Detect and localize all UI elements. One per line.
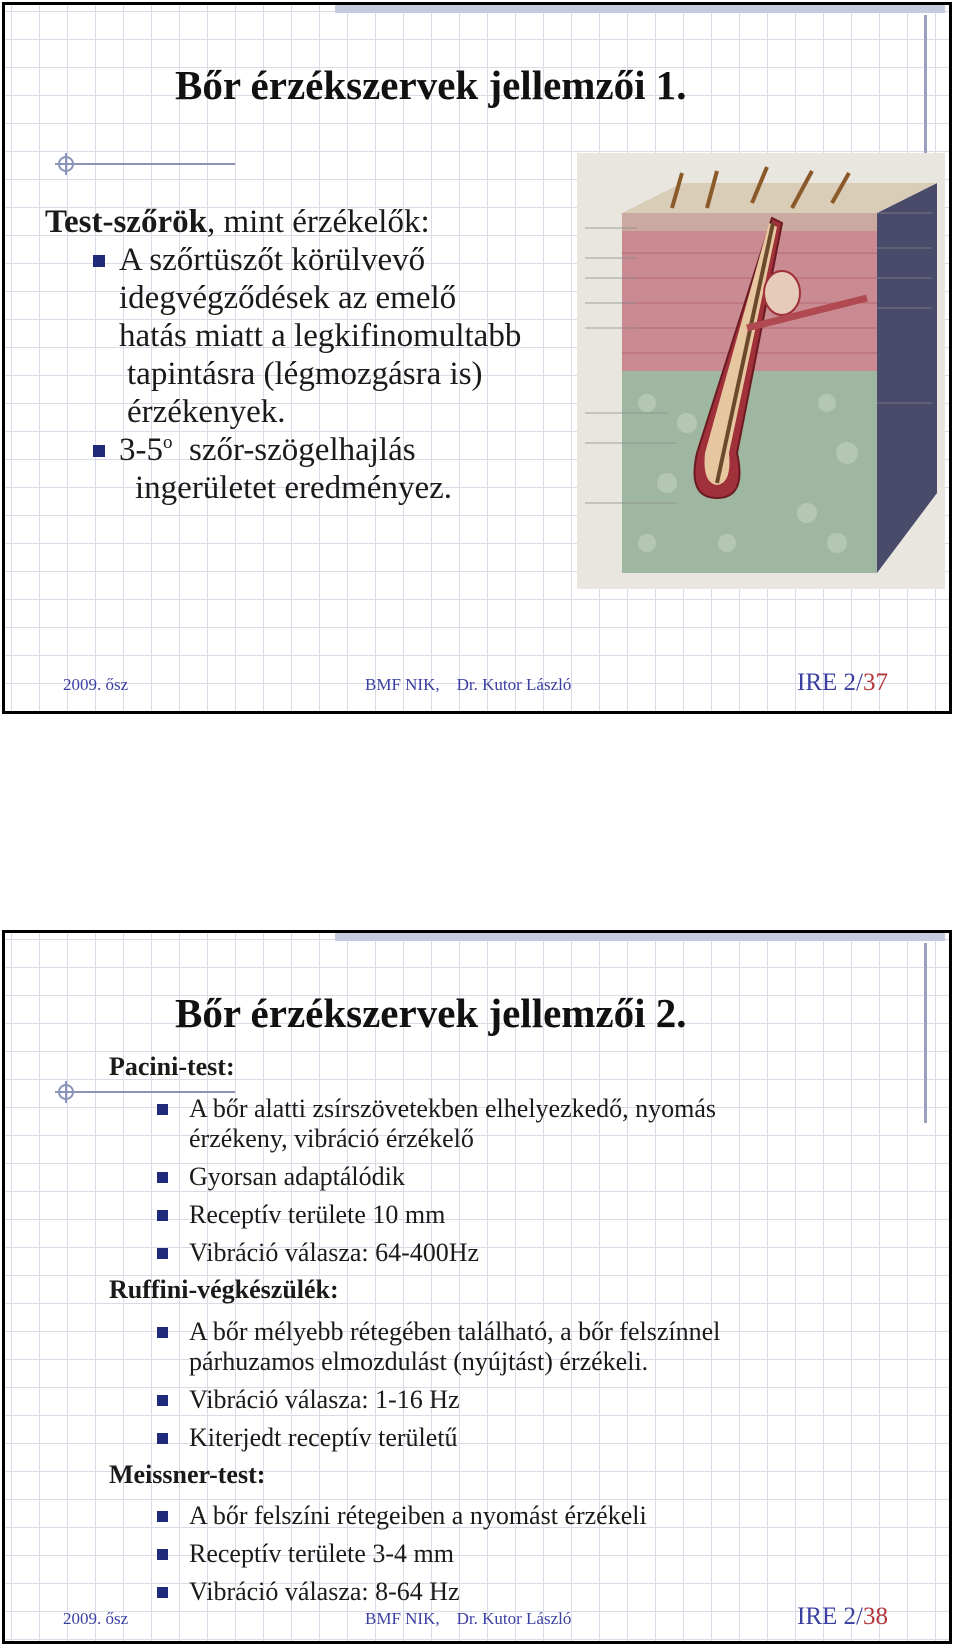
bullet-square-icon bbox=[157, 1210, 168, 1221]
bullet-square-icon bbox=[157, 1549, 168, 1560]
slide-number: IRE 2/38 bbox=[797, 1603, 888, 1630]
section-heading-pacini: Pacini-test: bbox=[109, 1052, 235, 1081]
bullet-1-line-1: A szőrtüszőt körülvevő bbox=[45, 241, 521, 279]
intro-line bbox=[45, 203, 521, 241]
crosshair-ornament-icon bbox=[55, 153, 77, 175]
bullet-1-line-4: tapintásra (légmozgásra is) bbox=[127, 356, 483, 392]
footer-author: BMF NIK, Dr. Kutor László bbox=[365, 675, 572, 694]
bullet-square-icon bbox=[157, 1433, 168, 1444]
bullet-1-line-2: idegvégződések az emelő bbox=[119, 280, 457, 316]
slide-top-bar bbox=[335, 933, 945, 941]
title-underline bbox=[55, 163, 235, 165]
bullet-square-icon bbox=[157, 1172, 168, 1183]
bullet-1-line-5: érzékenyek. bbox=[127, 394, 286, 430]
bullet-1-line-3: hatás miatt a legkifinomultabb bbox=[119, 318, 522, 354]
section-heading-meissner: Meissner-test: bbox=[109, 1460, 266, 1489]
bullet-2-line-1: 3-5$^o$ szőr-szögelhajlás bbox=[45, 431, 521, 469]
slide-right-accent bbox=[924, 943, 927, 1123]
slide-title: Bőr érzékszervek jellemzői 2. bbox=[175, 990, 687, 1036]
footer-date: 2009. ősz bbox=[63, 675, 129, 694]
bullet-2-line-2: ingerületet eredményez. bbox=[135, 470, 452, 506]
section-heading-ruffini: Ruffini-végkészülék: bbox=[109, 1275, 339, 1304]
slide-top-bar bbox=[335, 5, 945, 13]
slide-number: IRE 2/37 bbox=[797, 669, 888, 696]
bullet-square-icon bbox=[157, 1104, 168, 1115]
slide-1-body bbox=[45, 203, 521, 507]
bullet-square-icon bbox=[93, 445, 105, 457]
crosshair-ornament-icon bbox=[55, 1081, 77, 1103]
intro-bold: Test-szőrök bbox=[45, 204, 207, 240]
bullet-square-icon bbox=[157, 1587, 168, 1598]
bullet-square-icon bbox=[157, 1511, 168, 1522]
slide-2: Bőr érzékszervek jellemzői 2. Pacini-test: A bőr alatti zsírszövetekben elhelyezkedő, nyomás érzékeny, vibráció érzékelő Gyorsan adaptálódik Receptív területe 10 mm Vibráció válasza: 64-400Hz Ruffini-végkészülék: A bőr mélyebb rétegében található, a bőr felszínnel párhuzamos elmozdulást (nyújtást) érzékeli. Vibráció válasza: 1-16 Hz Kiterjedt receptív területű Meissner-test: A bőr felszíni rétegeiben a nyomást érzékeli Receptív területe 3-4 mm Vibráció válasza: 8-64 Hz 2009. ősz BMF NIK, Dr. Kutor László IRE 2/38 bbox=[2, 930, 952, 1644]
intro-rest: , mint érzékelők: bbox=[206, 204, 430, 240]
hair-follicle-illustration bbox=[577, 153, 945, 589]
footer-author: BMF NIK, Dr. Kutor László bbox=[365, 1609, 572, 1628]
bullet-square-icon bbox=[157, 1327, 168, 1338]
bullet-square-icon bbox=[157, 1248, 168, 1259]
bullet-square-icon bbox=[157, 1395, 168, 1406]
footer-date: 2009. ősz bbox=[63, 1609, 129, 1628]
bullet-square-icon bbox=[93, 255, 105, 267]
slide-1 bbox=[2, 2, 952, 714]
slide-title: Bőr érzékszervek jellemzői 1. bbox=[175, 62, 687, 108]
